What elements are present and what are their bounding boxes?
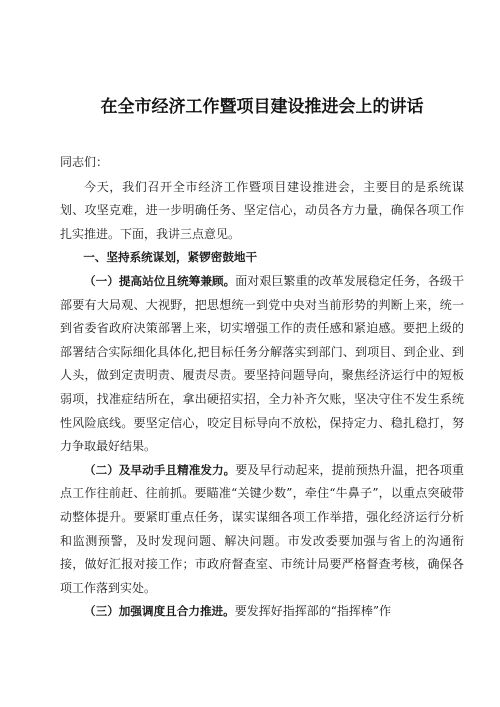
item-2-text: 要及早行动起来，提前预热升温，把各项重点工作往前赶、往前抓。要瞄准“关键少数”，牵住“牛鼻子”，以重点突破带动整体提升。要紧盯重点任务，谋实谋细各项工作举措，强化经济运行分析和监测预警，及时发现问题、解决问题。市发改委要加强与省上的沟通衔接，做好汇报对接工作；市政府督查室、市统计局要严格督查考核，确保各项工作落到实处。 — [60, 462, 464, 595]
salutation: 同志们： — [60, 155, 109, 169]
document-title: 在全市经济工作暨项目建设推进会上的讲话 — [100, 97, 424, 117]
item-2-lead: （二）及早动手且精准发力。 — [84, 462, 236, 477]
intro-paragraph: 今天，我们召开全市经济工作暨项目建设推进会，主要目的是系统谋划、攻坚克难，进一步明确任务、坚定信心，动员各方力量，确保各项工作扎实推进。下面，我讲三点意见。 — [60, 179, 464, 241]
paragraph-item-3 — [60, 600, 464, 624]
item-1-text: 面对艰巨繁重的改革发展稳定任务，各级干部要有大局观、大视野，把思想统一到党中央对当前形势的判断上来，统一到省委省政府决策部署上来，切实增强工作的责任感和紧迫感。要把上级的部署结合实际细化具体化,把目标任务分解落实到部门、到项目、到企业、到人头，做到定责明责、履责尽责。要坚持问题导向，聚焦经济运行中的短板弱项，找准症结所在，拿出硬招实招，全力补齐欠账，坚决守住不发生系统性风险底线。要坚定信心，咬定目标导向不放松，保持定力、稳扎稳打，努力争取最好结果。 — [60, 273, 464, 454]
section-heading-1: 一、坚持系统谋划，紧锣密鼓地干 — [83, 250, 258, 265]
item-3-text: 要发挥好指挥部的“指挥棒”作 — [234, 604, 392, 619]
paragraph-item-2 — [60, 459, 464, 601]
paragraph-item-1 — [60, 270, 464, 459]
item-3-lead: （三）加强调度且合力推进。 — [84, 604, 235, 619]
item-1-lead: （一）提高站位且统筹兼顾。 — [84, 273, 236, 288]
